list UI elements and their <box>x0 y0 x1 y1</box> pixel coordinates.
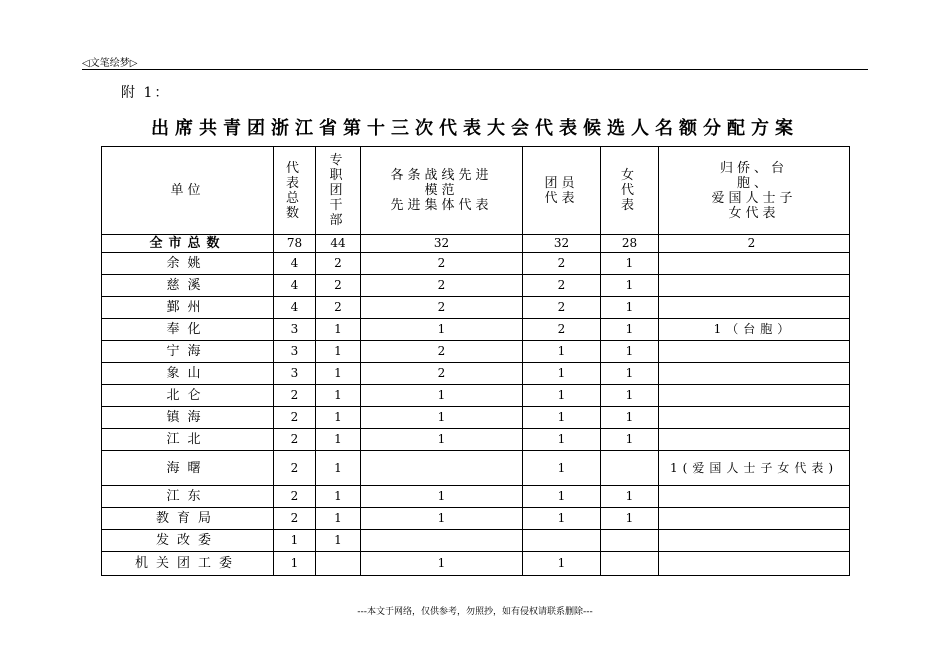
cell-unit: 镇海 <box>102 407 274 429</box>
table-row <box>102 508 850 530</box>
header-line: 各条战线先进 <box>390 168 493 183</box>
cell-advanced: 1 <box>361 508 523 530</box>
cell-cadre: 1 <box>316 407 361 429</box>
cell-female: 1 <box>601 385 659 407</box>
header-line: 归侨、台 <box>719 160 788 176</box>
cell-total: 4 <box>274 253 316 275</box>
cell-member: 1 <box>523 451 601 486</box>
cell-cadre: 1 <box>316 363 361 385</box>
cell-member: 1 <box>523 385 601 407</box>
document-title: 出席共青团浙江省第十三次代表大会代表候选人名额分配方案 <box>151 118 799 139</box>
table-row <box>102 451 850 486</box>
cell-female: 1 <box>601 486 659 508</box>
cell-member: 2 <box>523 275 601 297</box>
cell-total: 2 <box>274 451 316 486</box>
attachment-label: 附 1： <box>121 85 171 101</box>
header-unit: 单位 <box>102 147 274 235</box>
cell-advanced: 32 <box>361 235 523 253</box>
cell-unit: 机关团工委 <box>102 552 274 576</box>
cell-overseas <box>659 530 850 552</box>
cell-advanced: 1 <box>361 486 523 508</box>
cell-unit: 教育局 <box>102 508 274 530</box>
table-row <box>102 297 850 319</box>
table-row <box>102 429 850 451</box>
cell-overseas <box>659 297 850 319</box>
cell-advanced: 1 <box>361 429 523 451</box>
header-line: 女代表 <box>728 205 780 221</box>
header-line: 表 <box>285 175 303 191</box>
table-row <box>102 319 850 341</box>
table-row <box>102 385 850 407</box>
cell-member: 1 <box>523 552 601 576</box>
cell-unit: 余姚 <box>102 253 274 275</box>
cell-female: 1 <box>601 508 659 530</box>
header-line: 团员 <box>544 175 579 191</box>
cell-cadre: 2 <box>316 297 361 319</box>
cell-total: 1 <box>274 530 316 552</box>
cell-member: 1 <box>523 407 601 429</box>
table-row <box>102 341 850 363</box>
cell-overseas <box>659 407 850 429</box>
header-advanced <box>361 147 523 235</box>
cell-cadre: 2 <box>316 275 361 297</box>
header-line: 先进集体代表 <box>390 198 493 213</box>
header-line: 数 <box>285 205 303 221</box>
cell-unit: 宁海 <box>102 341 274 363</box>
header-total <box>274 147 316 235</box>
header-line: 干 <box>329 198 347 213</box>
cell-unit: 慈溪 <box>102 275 274 297</box>
cell-female: 1 <box>601 407 659 429</box>
cell-female <box>601 552 659 576</box>
header-line: 胞、 <box>736 175 771 191</box>
header-line: 职 <box>329 168 347 183</box>
cell-female: 1 <box>601 429 659 451</box>
header-line: 代 <box>620 183 638 198</box>
cell-member: 2 <box>523 319 601 341</box>
cell-cadre: 2 <box>316 253 361 275</box>
header-line: 部 <box>329 213 347 228</box>
header-line: 团 <box>329 183 347 198</box>
cell-overseas <box>659 508 850 530</box>
cell-overseas <box>659 486 850 508</box>
header-line: 爱国人士子 <box>711 190 797 206</box>
cell-advanced: 1 <box>361 385 523 407</box>
cell-advanced: 2 <box>361 297 523 319</box>
cell-female: 1 <box>601 253 659 275</box>
cell-cadre: 44 <box>316 235 361 253</box>
cell-advanced: 1 <box>361 552 523 576</box>
header-overseas <box>659 147 850 235</box>
table-row <box>102 407 850 429</box>
cell-member: 1 <box>523 363 601 385</box>
cell-unit: 奉化 <box>102 319 274 341</box>
footer-disclaimer: ---本文于网络，仅供参考，勿照抄，如有侵权请联系删除--- <box>357 607 593 617</box>
cell-total: 2 <box>274 508 316 530</box>
cell-cadre: 1 <box>316 508 361 530</box>
cell-cadre: 1 <box>316 385 361 407</box>
cell-total: 1 <box>274 552 316 576</box>
cell-cadre: 1 <box>316 530 361 552</box>
cell-cadre: 1 <box>316 486 361 508</box>
cell-overseas: 1(爱国人士子女代表) <box>659 451 850 486</box>
cell-advanced: 2 <box>361 253 523 275</box>
cell-member: 1 <box>523 341 601 363</box>
cell-unit: 北仑 <box>102 385 274 407</box>
cell-female: 1 <box>601 363 659 385</box>
header-line: 模范 <box>424 183 459 198</box>
cell-member: 1 <box>523 508 601 530</box>
table-row <box>102 486 850 508</box>
cell-advanced <box>361 451 523 486</box>
cell-advanced: 2 <box>361 275 523 297</box>
table-row <box>102 253 850 275</box>
table-row-total <box>102 235 850 253</box>
cell-overseas: 1（台胞） <box>659 319 850 341</box>
cell-total: 3 <box>274 341 316 363</box>
table-row <box>102 363 850 385</box>
header-line: 表 <box>620 198 638 213</box>
table-row <box>102 275 850 297</box>
cell-member: 1 <box>523 429 601 451</box>
cell-member: 1 <box>523 486 601 508</box>
cell-female: 1 <box>601 275 659 297</box>
cell-total: 3 <box>274 319 316 341</box>
cell-overseas: 2 <box>659 235 850 253</box>
cell-cadre: 1 <box>316 341 361 363</box>
cell-total: 2 <box>274 407 316 429</box>
header-member <box>523 147 601 235</box>
cell-female <box>601 530 659 552</box>
cell-female: 28 <box>601 235 659 253</box>
cell-member <box>523 530 601 552</box>
cell-unit: 鄞州 <box>102 297 274 319</box>
cell-cadre: 1 <box>316 451 361 486</box>
header-line: 专 <box>329 153 347 168</box>
table-row <box>102 530 850 552</box>
cell-female: 1 <box>601 319 659 341</box>
cell-unit: 全市总数 <box>102 235 274 253</box>
table-header-row <box>102 147 850 235</box>
cell-unit: 海曙 <box>102 451 274 486</box>
cell-overseas <box>659 363 850 385</box>
header-female <box>601 147 659 235</box>
cell-cadre: 1 <box>316 429 361 451</box>
cell-overseas <box>659 253 850 275</box>
header-line: 代 <box>285 160 303 176</box>
cell-advanced: 2 <box>361 363 523 385</box>
cell-total: 4 <box>274 275 316 297</box>
cell-advanced <box>361 530 523 552</box>
cell-overseas <box>659 552 850 576</box>
cell-cadre <box>316 552 361 576</box>
allocation-table <box>101 146 850 576</box>
cell-overseas <box>659 341 850 363</box>
header-cadre <box>316 147 361 235</box>
cell-total: 2 <box>274 385 316 407</box>
table-row <box>102 552 850 576</box>
cell-total: 3 <box>274 363 316 385</box>
header-mark: ◁文笔绘梦▷ <box>82 58 138 69</box>
cell-unit: 江东 <box>102 486 274 508</box>
cell-cadre: 1 <box>316 319 361 341</box>
header-line: 总 <box>285 190 303 206</box>
cell-advanced: 1 <box>361 319 523 341</box>
header-line: 女 <box>620 168 638 183</box>
cell-advanced: 1 <box>361 407 523 429</box>
cell-female <box>601 451 659 486</box>
cell-total: 2 <box>274 429 316 451</box>
header-line: 代表 <box>544 190 579 206</box>
cell-overseas <box>659 275 850 297</box>
cell-unit: 江北 <box>102 429 274 451</box>
cell-member: 2 <box>523 297 601 319</box>
cell-overseas <box>659 385 850 407</box>
cell-total: 2 <box>274 486 316 508</box>
cell-advanced: 2 <box>361 341 523 363</box>
cell-member: 32 <box>523 235 601 253</box>
cell-female: 1 <box>601 341 659 363</box>
header-divider <box>82 69 868 70</box>
cell-overseas <box>659 429 850 451</box>
cell-total: 4 <box>274 297 316 319</box>
cell-female: 1 <box>601 297 659 319</box>
cell-unit: 象山 <box>102 363 274 385</box>
cell-unit: 发改委 <box>102 530 274 552</box>
cell-member: 2 <box>523 253 601 275</box>
cell-total: 78 <box>274 235 316 253</box>
